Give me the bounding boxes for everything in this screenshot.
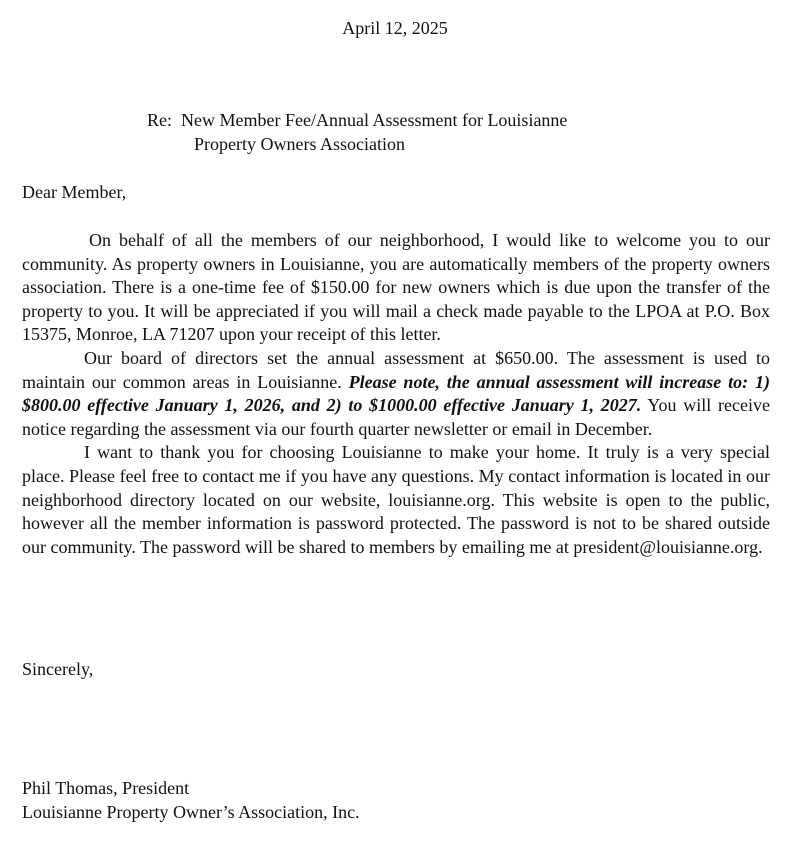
- signer-organization: Louisianne Property Owner’s Association, Inc.: [22, 801, 360, 822]
- signature-block: [22, 777, 360, 824]
- paragraph-thanks: I want to thank you for choosing Louisianne to make your home. It truly is a very special place. Please feel free to contact me if you have any questions. My contact information is located in our neighborhood directory located on our website, louisianne.org. This website is open to the public, however all the member information is password protected. The password is not to be shared outside our community. The password will be shared to members by emailing me at president@louisianne.org.: [22, 442, 770, 557]
- subject-label: Re:: [147, 110, 172, 130]
- closing: Sincerely,: [22, 659, 94, 679]
- assessment-text-start: Our board of directors set the annual assessment at $650.00. The assessment is used to maintain our common areas in Louisianne.: [22, 347, 770, 392]
- letter-date: April 12, 2025: [342, 18, 448, 38]
- salutation: Dear Member,: [22, 182, 127, 202]
- paragraph-assessment: [22, 347, 770, 441]
- subject-text-1: New Member Fee/Annual Assessment for Louisianne: [181, 110, 568, 130]
- assessment-increase-notice: Please note, the annual assessment will increase to: 1) $800.00 effective January 1, 2026, and 2) to $1000.00 effective January 1, 2027.: [22, 371, 770, 416]
- assessment-text-end: You will receive notice regarding the assessment via our fourth quarter newsletter or email in December.: [22, 395, 770, 439]
- letter-body: [22, 229, 770, 559]
- signer-name-title: Phil Thomas, President: [22, 778, 190, 798]
- paragraph-welcome: On behalf of all the members of our neighborhood, I would like to welcome you to our community. As property owners in Louisianne, you are automatically members of the property owners association. There is a one-time fee of $150.00 for new owners which is due upon the transfer of the property to you. It will be appreciated if you will mail a check made payable to the LPOA at P.O. Box 15375, Monroe, LA 71207 upon your receipt of this letter.: [22, 230, 770, 345]
- subject-line-1: [147, 109, 667, 133]
- subject-text-2: Property Owners Association: [194, 133, 405, 154]
- subject-line: [147, 109, 667, 156]
